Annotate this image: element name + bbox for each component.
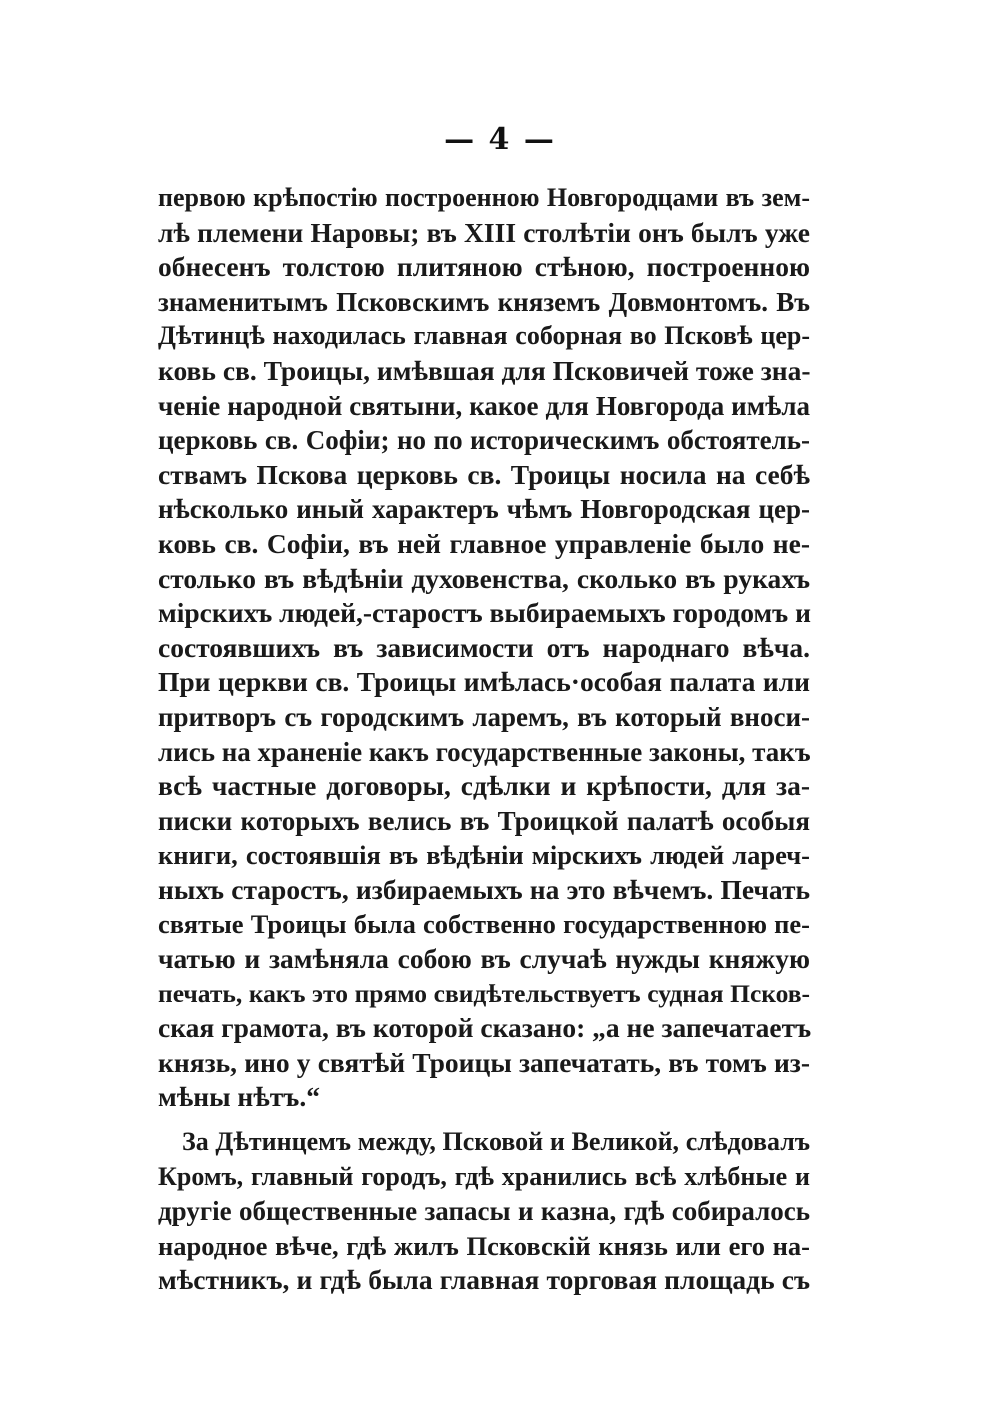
paragraph-1 [158,181,810,1115]
text-line: ковь св. Троицы, имѣвшая для Псковичей тоже зна- [158,354,811,386]
paragraph-2 [158,1125,810,1298]
text-line: лѣ племени Наровы; въ XIII столѣтіи онъ былъ уже [158,216,810,248]
text-line: лись на храненіе какъ государственные законы, такъ [158,736,811,767]
text-line: состоявшихъ въ зависимости отъ народнаго вѣча. [158,631,810,663]
text-line: писки которыхъ велись въ Троицкой палатѣ особыя [158,805,810,836]
text-line: народное вѣче, гдѣ жилъ Псковскій князь или его на- [158,1230,810,1261]
text-line: мѣстникъ, и гдѣ была главная торговая площадь съ [158,1264,810,1296]
text-line: церковь св. Софіи; но по историческимъ обстоятель- [158,425,810,456]
text-line: мірскихъ людей,-старостъ выбираемыхъ городомъ и [158,597,811,629]
text-line: ковь св. Софіи, въ ней главное управленіе было не- [158,527,810,559]
text-line: другіе общественные запасы и казна, гдѣ собиралось [158,1196,810,1227]
text-line: При церкви св. Троицы имѣлась·особая палата или [158,666,810,698]
text-line: ныхъ старостъ, избираемыхъ на это вѣчемъ. Печать [158,873,810,905]
text-line: За Дѣтинцемъ между, Псковой и Великой, слѣдовалъ [182,1127,810,1157]
text-line: мѣны нѣтъ.“ [158,1081,320,1113]
text-line: ствамъ Пскова церковь св. Троицы носила на себѣ [158,458,810,490]
text-line: Кромъ, главный городъ, гдѣ хранились всѣ хлѣбные и [158,1161,810,1191]
text-line: чатью и замѣняла собою въ случаѣ нужды княжую [158,943,810,975]
text-line: печать, какъ это прямо свидѣтельствуетъ судная Псков- [158,978,810,1008]
text-line: нѣсколько иный характеръ чѣмъ Новгородская цер- [158,494,810,525]
text-line: всѣ частные договоры, сдѣлки и крѣпости, для за- [158,770,810,802]
text-line: Дѣтинцѣ находилась главная соборная во Псковѣ цер- [158,321,810,351]
text-line: князь, ино у святѣй Троицы запечатать, въ томъ из- [158,1046,810,1078]
page-number: — 4 — [444,122,556,157]
paragraph-gap [158,1115,810,1125]
text-line: ченіе народной святыни, какое для Новгорода имѣла [158,390,810,421]
text-line: книги, состоявшія въ вѣдѣніи мірскихъ людей лареч- [158,840,810,871]
text-line: столько въ вѣдѣніи духовенства, сколько въ рукахъ [158,562,810,594]
text-line: святые Троицы была собственно государственною пе- [158,909,810,940]
text-line: первою крѣпостію построенною Новгородцами въ зем- [158,183,810,212]
text-line: ская грамота, въ которой сказано: „а не запечатаетъ [158,1012,812,1044]
body-text [158,181,810,1298]
text-line: знаменитымъ Псковскимъ княземъ Довмонтомъ. Въ [158,286,810,317]
text-line: притворъ съ городскимъ ларемъ, въ который вноси- [158,701,810,732]
text-line: обнесенъ толстою плитяною стѣною, построенною [158,251,810,283]
